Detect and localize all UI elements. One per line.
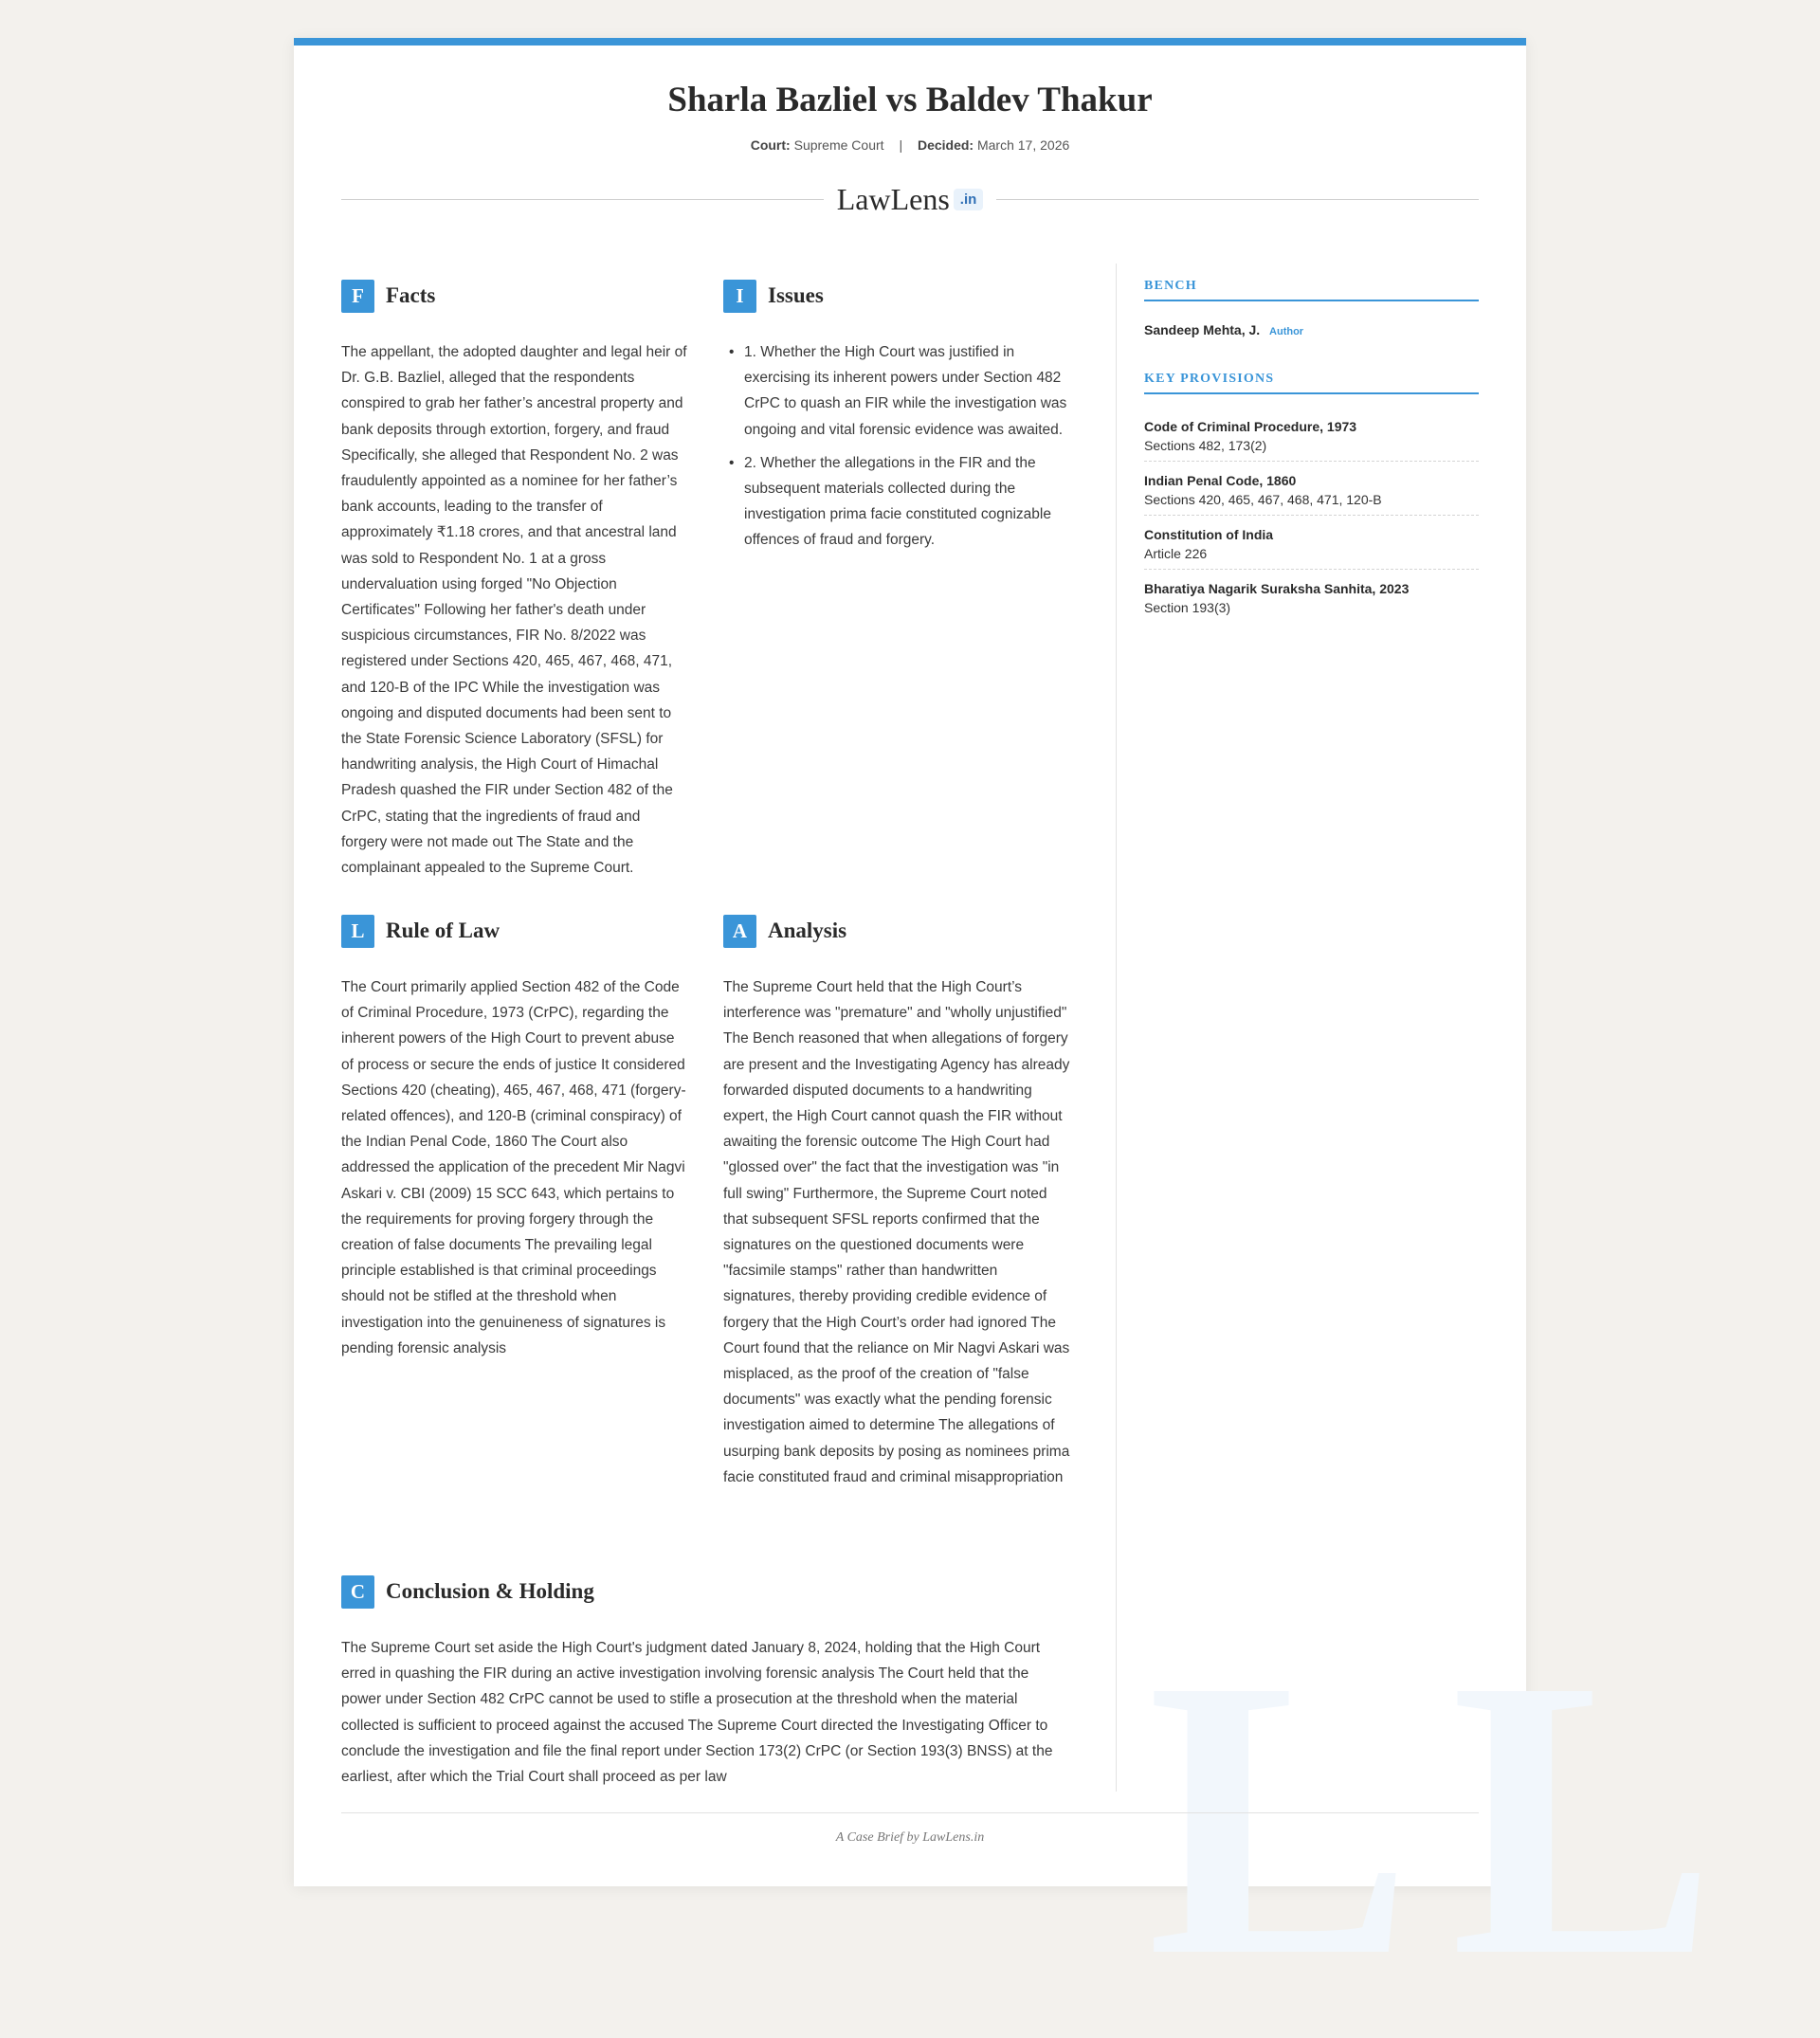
- section-header: [723, 914, 1070, 948]
- section-badge: C: [341, 1575, 374, 1609]
- logo-row: [341, 180, 1479, 218]
- logo-wordmark: LawLens: [836, 181, 950, 216]
- decided-label: Decided:: [917, 137, 974, 153]
- section-title: Analysis: [768, 919, 847, 942]
- provision-name: Code of Criminal Procedure, 1973: [1144, 419, 1357, 434]
- provision-detail: Article 226: [1144, 546, 1208, 561]
- court-value: Supreme Court: [793, 137, 884, 153]
- section-facts: [341, 279, 688, 881]
- case-title: Sharla Bazliel vs Baldev Thakur: [667, 81, 1153, 119]
- court-label: Court:: [750, 137, 791, 153]
- site-logo[interactable]: [824, 182, 997, 217]
- facts-body: The appellant, the adopted daughter and legal heir of Dr. G.B. Bazliel, alleged that the respondents conspired to grab her father’s ancestral property and bank deposits through extortion, forgery, and fraud Specifically, she alleged that Respondent No. 2 was fraudulently appointed as a nominee for her father’s bank accounts, leading to the transfer of approximately ₹1.18 crores, and that ancestral land was sold to Respondent No. 1 at a gross undervaluation using forged "No Objection Certificates" Following her father's death under suspicious circumstances, FIR No. 8/2022 was registered under Sections 420, 465, 467, 468, 471, and 120-B of the IPC While the investigation was ongoing and disputed documents had been sent to the State Forensic Science Laboratory (SFSL) for handwriting analysis, the High Court of Himachal Pradesh quashed the FIR under Section 482 of the CrPC, stating that the ingredients of fraud and forgery were not made out The State and the complainant appealed to the Supreme Court.: [341, 344, 687, 877]
- brief-header: [294, 45, 1526, 153]
- watermark-logo: LL: [1147, 1597, 1755, 2038]
- sidebar: [1144, 279, 1479, 623]
- footer-credit: A Case Brief by LawLens.in: [835, 1830, 985, 1845]
- section-analysis: [723, 914, 1070, 1490]
- provisions-heading: KEY PROVISIONS: [1144, 372, 1479, 394]
- section-issues: [723, 279, 1070, 561]
- section-title: Facts: [386, 283, 436, 307]
- section-rule-of-law: [341, 914, 688, 1361]
- decided-value: March 17, 2026: [976, 137, 1070, 153]
- sidebar-divider: [1116, 264, 1117, 1792]
- logo-rule-right: [996, 199, 1479, 200]
- section-header: [341, 1574, 1071, 1609]
- bench-heading: BENCH: [1144, 279, 1479, 301]
- section-header: [341, 279, 688, 313]
- section-header: [723, 279, 1070, 313]
- logo-tld-badge: .in: [954, 189, 984, 210]
- judge-name: Sandeep Mehta, J.: [1144, 322, 1261, 337]
- section-badge: I: [723, 280, 756, 313]
- section-title: Rule of Law: [386, 919, 500, 942]
- case-brief-page: [294, 38, 1755, 2038]
- brief-footer: [341, 1812, 1479, 1846]
- section-badge: L: [341, 915, 374, 948]
- provision-name: Constitution of India: [1144, 527, 1274, 542]
- issues-body: [723, 339, 1070, 554]
- provision-name: Bharatiya Nagarik Suraksha Sanhita, 2023: [1144, 581, 1410, 596]
- provision-name: Indian Penal Code, 1860: [1144, 473, 1297, 488]
- provision-item: [1144, 408, 1479, 462]
- rule-body: The Court primarily applied Section 482 of the Code of Criminal Procedure, 1973 (CrPC), regarding the inherent powers of the High Court to prevent abuse of process or secure the ends of justice It considered Sections 420 (cheating), 465, 467, 468, 471 (forgery-related offences), and 120-B (criminal conspiracy) of the Indian Penal Code, 1860 The Court also addressed the application of the precedent Mir Nagvi Askari v. CBI (2009) 15 SCC 643, which pertains to the requirements for proving forgery through the creation of false documents The prevailing legal principle established is that criminal proceedings should not be stifled at the threshold when investigation into the genuineness of signatures is pending forensic analysis: [341, 979, 686, 1356]
- provision-detail: Sections 482, 173(2): [1144, 438, 1267, 453]
- provision-item: [1144, 462, 1479, 516]
- issues-list: [723, 339, 1070, 554]
- section-conclusion: [341, 1574, 1071, 1790]
- provision-detail: Section 193(3): [1144, 600, 1231, 615]
- case-meta: [294, 137, 1526, 153]
- issue-item: • 2. Whether the allegations in the FIR and the subsequent materials collected during the investigation prima facie constituted cognizable offences of fraud and forgery.: [729, 450, 1070, 554]
- provisions-list: [1144, 408, 1479, 623]
- analysis-body: The Supreme Court held that the High Court’s interference was "premature" and "wholly unjustified" The Bench reasoned that when allegations of forgery are present and the Investigating Agency has already forwarded disputed documents to a handwriting expert, the High Court cannot quash the FIR without awaiting the forensic outcome The High Court had "glossed over" the fact that the investigation was "in full swing" Furthermore, the Supreme Court noted that subsequent SFSL reports confirmed that the signatures on the questioned documents were "facsimile stamps" rather than handwritten signatures, thereby providing credible evidence of forgery that the High Court’s order had ignored The Court found that the reliance on Mir Nagvi Askari was misplaced, as the proof of the creation of "false documents" was exactly what the pending forensic investigation aimed to determine The allegations of usurping bank deposits by posing as nominees prima facie constituted fraud and criminal misappropriation: [723, 979, 1070, 1485]
- meta-separator: |: [899, 137, 903, 153]
- section-header: [341, 914, 688, 948]
- logo-rule-left: [341, 199, 824, 200]
- provision-item: [1144, 516, 1479, 570]
- bench-judge: [1144, 322, 1479, 337]
- conclusion-body: The Supreme Court set aside the High Court's judgment dated January 8, 2024, holding that the High Court erred in quashing the FIR during an active investigation involving forensic analysis The Court held that the power under Section 482 CrPC cannot be used to stifle a prosecution at the threshold when the material collected is sufficient to proceed against the accused The Supreme Court directed the Investigating Officer to conclude the investigation and file the final report under Section 173(2) CrPC (or Section 193(3) BNSS) at the earliest, after which the Trial Court shall proceed as per law: [341, 1640, 1053, 1786]
- section-badge: A: [723, 915, 756, 948]
- provision-item: [1144, 570, 1479, 623]
- issue-item: • 1. Whether the High Court was justified in exercising its inherent powers under Section 482 CrPC to quash an FIR while the investigation was ongoing and vital forensic evidence was awaited.: [729, 339, 1070, 443]
- section-badge: F: [341, 280, 374, 313]
- section-title: Issues: [768, 283, 824, 307]
- judge-role-badge: Author: [1269, 326, 1304, 337]
- section-title: Conclusion & Holding: [386, 1579, 594, 1603]
- provision-detail: Sections 420, 465, 467, 468, 471, 120-B: [1144, 492, 1382, 507]
